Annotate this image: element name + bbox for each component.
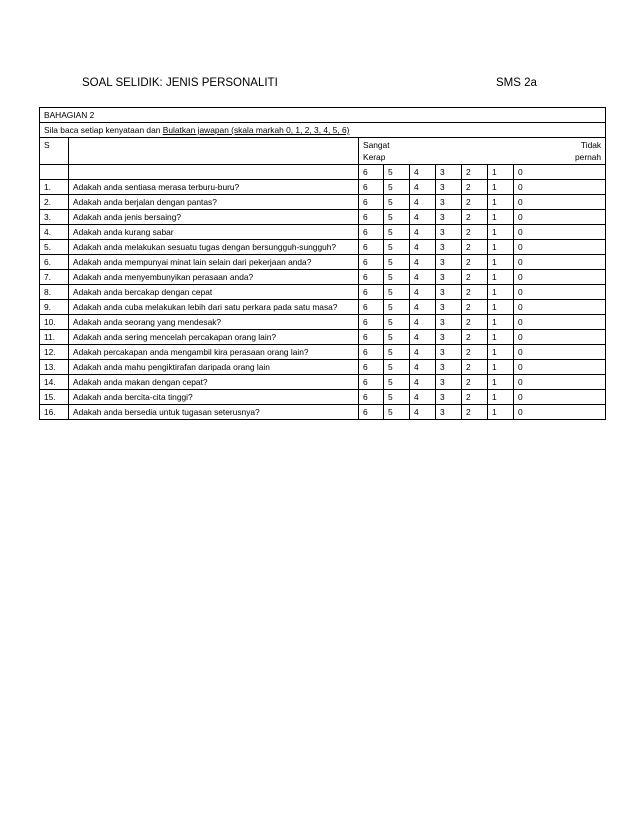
scale-left-line-2: Kerap xyxy=(363,152,386,162)
score-option-1[interactable]: 1 xyxy=(488,255,514,270)
score-option-2[interactable]: 2 xyxy=(462,405,488,420)
scale-header-1: 1 xyxy=(488,165,514,180)
scale-label-right xyxy=(488,138,606,165)
score-option-6[interactable]: 6 xyxy=(359,300,384,315)
score-option-6[interactable]: 6 xyxy=(359,315,384,330)
score-option-0[interactable]: 0 xyxy=(514,405,606,420)
question-number: 3. xyxy=(40,210,69,225)
question-text: Adakah anda mahu pengiktirafan daripada orang lain xyxy=(69,360,359,375)
score-option-5[interactable]: 5 xyxy=(384,315,410,330)
score-option-6[interactable]: 6 xyxy=(359,270,384,285)
question-row xyxy=(40,345,606,360)
score-option-0[interactable]: 0 xyxy=(514,240,606,255)
scale-right-line-1: Tidak xyxy=(580,140,602,150)
score-option-4[interactable]: 4 xyxy=(410,330,436,345)
score-option-0[interactable]: 0 xyxy=(514,270,606,285)
question-row xyxy=(40,405,606,420)
score-option-3[interactable]: 3 xyxy=(436,360,462,375)
score-option-1[interactable]: 1 xyxy=(488,240,514,255)
score-option-6[interactable]: 6 xyxy=(359,255,384,270)
score-option-0[interactable]: 0 xyxy=(514,375,606,390)
score-option-1[interactable]: 1 xyxy=(488,390,514,405)
question-text: Adakah percakapan anda mengambil kira perasaan orang lain? xyxy=(69,345,359,360)
question-number: 11. xyxy=(40,330,69,345)
scale-header-4: 4 xyxy=(410,165,436,180)
score-option-4[interactable]: 4 xyxy=(410,405,436,420)
question-text: Adakah anda makan dengan cepat? xyxy=(69,375,359,390)
question-row xyxy=(40,315,606,330)
question-text: Adakah anda berjalan dengan pantas? xyxy=(69,195,359,210)
score-option-5[interactable]: 5 xyxy=(384,345,410,360)
score-option-2[interactable]: 2 xyxy=(462,375,488,390)
scale-header-2: 2 xyxy=(462,165,488,180)
score-option-1[interactable]: 1 xyxy=(488,315,514,330)
score-option-4[interactable]: 4 xyxy=(410,390,436,405)
score-option-4[interactable]: 4 xyxy=(410,180,436,195)
score-option-0[interactable]: 0 xyxy=(514,300,606,315)
score-option-4[interactable]: 4 xyxy=(410,285,436,300)
score-option-6[interactable]: 6 xyxy=(359,360,384,375)
question-row xyxy=(40,360,606,375)
score-option-3[interactable]: 3 xyxy=(436,255,462,270)
score-option-0[interactable]: 0 xyxy=(514,360,606,375)
question-row xyxy=(40,330,606,345)
score-option-3[interactable]: 3 xyxy=(436,345,462,360)
score-option-5[interactable]: 5 xyxy=(384,360,410,375)
scale-header-6: 6 xyxy=(359,165,384,180)
scale-number-row xyxy=(40,165,606,180)
score-option-5[interactable]: 5 xyxy=(384,180,410,195)
score-option-1[interactable]: 1 xyxy=(488,180,514,195)
scale-right-line-2: pernah xyxy=(575,152,602,162)
score-option-1[interactable]: 1 xyxy=(488,360,514,375)
score-option-2[interactable]: 2 xyxy=(462,270,488,285)
score-option-3[interactable]: 3 xyxy=(436,240,462,255)
score-option-2[interactable]: 2 xyxy=(462,180,488,195)
question-text: Adakah anda menyembunyikan perasaan anda? xyxy=(69,270,359,285)
score-option-0[interactable]: 0 xyxy=(514,180,606,195)
question-number: 10. xyxy=(40,315,69,330)
score-option-4[interactable]: 4 xyxy=(410,300,436,315)
score-option-5[interactable]: 5 xyxy=(384,210,410,225)
score-option-4[interactable]: 4 xyxy=(410,375,436,390)
score-option-3[interactable]: 3 xyxy=(436,210,462,225)
score-option-4[interactable]: 4 xyxy=(410,225,436,240)
form-code: SMS 2a xyxy=(496,77,537,89)
score-option-6[interactable]: 6 xyxy=(359,375,384,390)
question-text: Adakah anda jenis bersaing? xyxy=(69,210,359,225)
question-number: 14. xyxy=(40,375,69,390)
question-row xyxy=(40,180,606,195)
question-number: 2. xyxy=(40,195,69,210)
question-number: 6. xyxy=(40,255,69,270)
score-option-3[interactable]: 3 xyxy=(436,390,462,405)
instruction-underlined: Bulatkan jawapan (skala markah 0, 1, 2, 3, 4, 5, 6) xyxy=(162,125,350,135)
question-number: 1. xyxy=(40,180,69,195)
score-option-1[interactable]: 1 xyxy=(488,345,514,360)
question-row xyxy=(40,300,606,315)
score-option-3[interactable]: 3 xyxy=(436,405,462,420)
score-option-2[interactable]: 2 xyxy=(462,210,488,225)
score-option-2[interactable]: 2 xyxy=(462,390,488,405)
page-header xyxy=(0,77,638,93)
score-option-1[interactable]: 1 xyxy=(488,210,514,225)
score-option-0[interactable]: 0 xyxy=(514,390,606,405)
score-option-2[interactable]: 2 xyxy=(462,225,488,240)
scale-header-0: 0 xyxy=(514,165,606,180)
statement-header xyxy=(69,138,359,165)
scale-header-5: 5 xyxy=(384,165,410,180)
question-row xyxy=(40,210,606,225)
question-number: 4. xyxy=(40,225,69,240)
score-option-1[interactable]: 1 xyxy=(488,375,514,390)
score-option-3[interactable]: 3 xyxy=(436,375,462,390)
score-option-5[interactable]: 5 xyxy=(384,240,410,255)
score-option-0[interactable]: 0 xyxy=(514,330,606,345)
score-option-3[interactable]: 3 xyxy=(436,225,462,240)
question-row xyxy=(40,375,606,390)
score-option-4[interactable]: 4 xyxy=(410,210,436,225)
scale-left-line-1: Sangat xyxy=(363,140,390,150)
scale-label-left xyxy=(359,138,488,165)
score-option-1[interactable]: 1 xyxy=(488,330,514,345)
score-option-6[interactable]: 6 xyxy=(359,180,384,195)
question-row xyxy=(40,225,606,240)
score-option-6[interactable]: 6 xyxy=(359,330,384,345)
question-text: Adakah anda melakukan sesuatu tugas dengan bersungguh-sungguh? xyxy=(69,240,359,255)
question-text: Adakah anda bercakap dengan cepat xyxy=(69,285,359,300)
score-option-5[interactable]: 5 xyxy=(384,270,410,285)
score-option-5[interactable]: 5 xyxy=(384,255,410,270)
score-option-6[interactable]: 6 xyxy=(359,405,384,420)
score-option-2[interactable]: 2 xyxy=(462,255,488,270)
question-text: Adakah anda bersedia untuk tugasan seterusnya? xyxy=(69,405,359,420)
question-row xyxy=(40,390,606,405)
scale-blank-no xyxy=(40,165,69,180)
score-option-2[interactable]: 2 xyxy=(462,315,488,330)
question-number: 5. xyxy=(40,240,69,255)
question-row xyxy=(40,240,606,255)
score-option-4[interactable]: 4 xyxy=(410,255,436,270)
score-option-3[interactable]: 3 xyxy=(436,285,462,300)
score-option-5[interactable]: 5 xyxy=(384,300,410,315)
question-number: 7. xyxy=(40,270,69,285)
question-number: 8. xyxy=(40,285,69,300)
score-option-2[interactable]: 2 xyxy=(462,300,488,315)
score-option-2[interactable]: 2 xyxy=(462,195,488,210)
score-option-1[interactable]: 1 xyxy=(488,285,514,300)
score-option-6[interactable]: 6 xyxy=(359,345,384,360)
question-row xyxy=(40,270,606,285)
score-option-4[interactable]: 4 xyxy=(410,360,436,375)
score-option-5[interactable]: 5 xyxy=(384,330,410,345)
question-number: 12. xyxy=(40,345,69,360)
scale-label-row xyxy=(40,138,606,165)
question-text: Adakah anda mempunyai minat lain selain dari pekerjaan anda? xyxy=(69,255,359,270)
score-option-5[interactable]: 5 xyxy=(384,285,410,300)
score-option-2[interactable]: 2 xyxy=(462,330,488,345)
score-option-2[interactable]: 2 xyxy=(462,240,488,255)
question-text: Adakah anda sering mencelah percakapan orang lain? xyxy=(69,330,359,345)
instruction-cell xyxy=(40,123,606,138)
score-option-5[interactable]: 5 xyxy=(384,195,410,210)
score-option-0[interactable]: 0 xyxy=(514,345,606,360)
scale-header-3: 3 xyxy=(436,165,462,180)
score-option-6[interactable]: 6 xyxy=(359,240,384,255)
survey-table xyxy=(39,107,606,420)
score-option-1[interactable]: 1 xyxy=(488,300,514,315)
scale-blank-text xyxy=(69,165,359,180)
score-option-6[interactable]: 6 xyxy=(359,225,384,240)
score-option-0[interactable]: 0 xyxy=(514,315,606,330)
s-label: S xyxy=(40,138,69,165)
score-option-3[interactable]: 3 xyxy=(436,330,462,345)
score-option-4[interactable]: 4 xyxy=(410,240,436,255)
score-option-1[interactable]: 1 xyxy=(488,225,514,240)
question-text: Adakah anda sentiasa merasa terburu-buru? xyxy=(69,180,359,195)
score-option-6[interactable]: 6 xyxy=(359,210,384,225)
question-row xyxy=(40,285,606,300)
question-rows xyxy=(40,180,606,420)
question-text: Adakah anda bercita-cita tinggi? xyxy=(69,390,359,405)
score-option-6[interactable]: 6 xyxy=(359,390,384,405)
score-option-4[interactable]: 4 xyxy=(410,270,436,285)
score-option-6[interactable]: 6 xyxy=(359,285,384,300)
score-option-4[interactable]: 4 xyxy=(410,345,436,360)
score-option-0[interactable]: 0 xyxy=(514,225,606,240)
score-option-5[interactable]: 5 xyxy=(384,225,410,240)
score-option-4[interactable]: 4 xyxy=(410,315,436,330)
question-text: Adakah anda kurang sabar xyxy=(69,225,359,240)
question-row xyxy=(40,255,606,270)
score-option-2[interactable]: 2 xyxy=(462,345,488,360)
score-option-5[interactable]: 5 xyxy=(384,375,410,390)
section-title: BAHAGIAN 2 xyxy=(40,108,606,123)
score-option-1[interactable]: 1 xyxy=(488,270,514,285)
score-option-2[interactable]: 2 xyxy=(462,285,488,300)
score-option-5[interactable]: 5 xyxy=(384,405,410,420)
question-number: 13. xyxy=(40,360,69,375)
score-option-3[interactable]: 3 xyxy=(436,270,462,285)
score-option-0[interactable]: 0 xyxy=(514,210,606,225)
instruction-text: Sila baca setiap kenyataan dan xyxy=(44,125,163,135)
question-number: 15. xyxy=(40,390,69,405)
score-option-3[interactable]: 3 xyxy=(436,180,462,195)
score-option-0[interactable]: 0 xyxy=(514,255,606,270)
question-number: 9. xyxy=(40,300,69,315)
score-option-1[interactable]: 1 xyxy=(488,195,514,210)
section-title-row xyxy=(40,108,606,123)
score-option-6[interactable]: 6 xyxy=(359,195,384,210)
instruction-row xyxy=(40,123,606,138)
question-text: Adakah anda cuba melakukan lebih dari satu perkara pada satu masa? xyxy=(69,300,359,315)
form-title: SOAL SELIDIK: JENIS PERSONALITI xyxy=(82,77,278,89)
score-option-0[interactable]: 0 xyxy=(514,195,606,210)
score-option-3[interactable]: 3 xyxy=(436,300,462,315)
score-option-3[interactable]: 3 xyxy=(436,195,462,210)
score-option-1[interactable]: 1 xyxy=(488,405,514,420)
score-option-4[interactable]: 4 xyxy=(410,195,436,210)
score-option-2[interactable]: 2 xyxy=(462,360,488,375)
score-option-5[interactable]: 5 xyxy=(384,390,410,405)
score-option-3[interactable]: 3 xyxy=(436,315,462,330)
question-row xyxy=(40,195,606,210)
question-number: 16. xyxy=(40,405,69,420)
score-option-0[interactable]: 0 xyxy=(514,285,606,300)
question-text: Adakah anda seorang yang mendesak? xyxy=(69,315,359,330)
